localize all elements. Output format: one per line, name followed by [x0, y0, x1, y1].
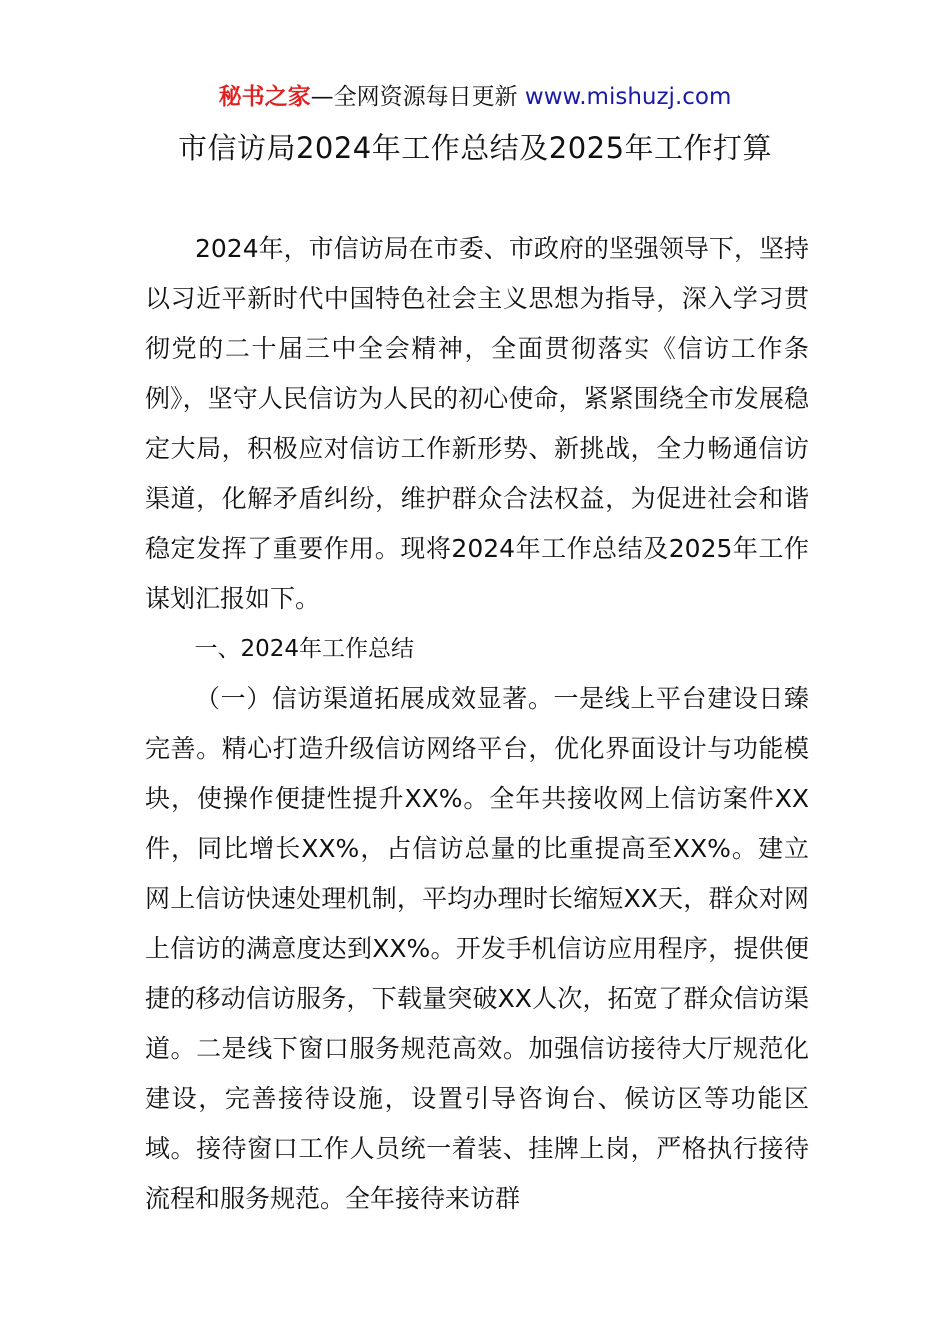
section-paragraph: （一）信访渠道拓展成效显著。一是线上平台建设日臻完善。精心打造升级信访网络平台，优化界面设计与功能模块，使操作便捷性提升XX%。全年共接收网上信访案件XX件，同比增长XX%，占信访总量的比重提高至XX%。建立网上信访快速处理机制，平均办理时长缩短XX天，群众对网上信访的满意度达到XX%。开发手机信访应用程序，提供便捷的移动信访服务，下载量突破XX人次，拓宽了群众信访渠道。二是线下窗口服务规范高效。加强信访接待大厅规范化建设，完善接待设施，设置引导咨询台、候访区等功能区域。接待窗口工作人员统一着装、挂牌上岗，严格执行接待流程和服务规范。全年接待来访群: [145, 684, 809, 1213]
site-banner: [0, 80, 950, 114]
site-url-link[interactable]: www.mishuzj.com: [524, 84, 732, 110]
document-title: 市信访局2024年工作总结及2025年工作打算: [177, 131, 773, 165]
document-body: [145, 224, 809, 1224]
intro-paragraph: 2024年，市信访局在市委、市政府的坚强领导下，坚持以习近平新时代中国特色社会主义思想为指导，深入学习贯彻党的二十届三中全会精神，全面贯彻落实《信访工作条例》，坚守人民信访为人民的初心使命，紧紧围绕全市发展稳定大局，积极应对信访工作新形势、新挑战，全力畅通信访渠道，化解矛盾纠纷，维护群众合法权益，为促进社会和谐稳定发挥了重要作用。现将2024年工作总结及2025年工作谋划汇报如下。: [145, 234, 809, 613]
banner-tagline: —全网资源每日更新: [310, 84, 525, 110]
brand-name: 秘书之家: [218, 84, 311, 110]
section-heading: 一、2024年工作总结: [194, 636, 414, 662]
